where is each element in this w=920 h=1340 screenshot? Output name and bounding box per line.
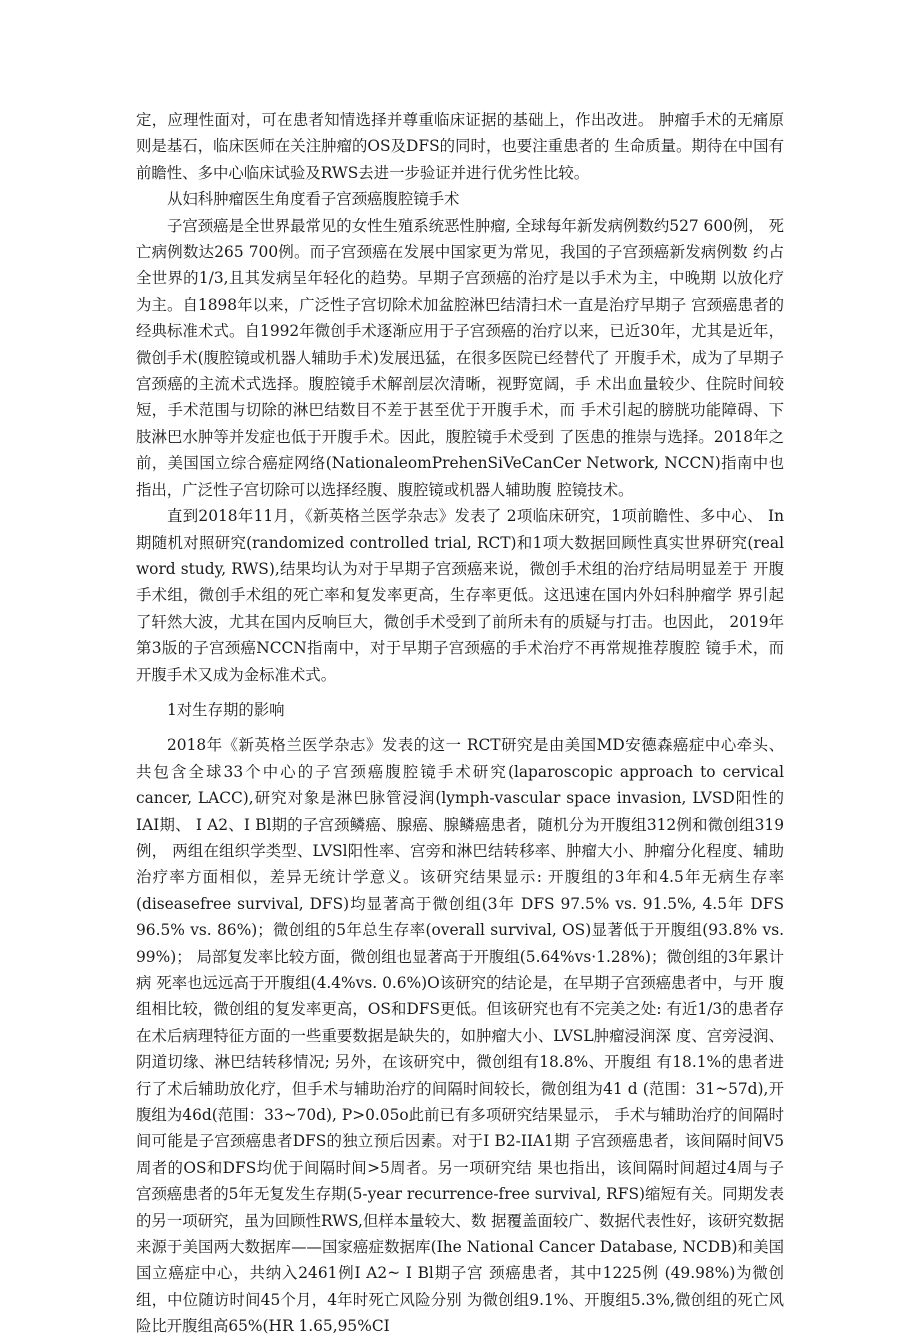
body-paragraph: 子宫颈癌是全世界最常见的女性生殖系统恶性肿瘤, 全球每年新发病例数约527 600例， 死亡病例数达265 700例。而子宫颈癌在发展中国家更为常见，我国的子宫颈癌新发病例数 约占全世界的1/3,且其发病呈年轻化的趋势。早期子宫颈癌的治疗是以手术为主，中晚期 以放化疗为主。自1898年以来，广泛性子宫切除术加盆腔淋巴结清扫术一直是治疗早期子 宫颈癌患者的经典标准术式。自1992年微创手术逐渐应用于子宫颈癌的治疗以来，已近30年，尤其是近年，微创手术(腹腔镜或机器人辅助手术)发展迅猛，在很多医院已经替代了 开腹手术，成为了早期子宫颈癌的主流术式选择。腹腔镜手术解剖层次清晰，视野宽阔，手 术出血量较少、住院时间较短，手术范围与切除的淋巴结数目不差于甚至优于开腹手术，而 手术引起的膀胱功能障碍、下肢淋巴水肿等并发症也低于开腹手术。因此，腹腔镜手术受到 了医患的推崇与选择。2018年之前，美国国立综合癌症网络(NationaleomPrehenSiVeCanCer Network, NCCN)指南中也指出，广泛性子宫切除可以选择经腹、腹腔镜或机器人辅助腹 腔镜技术。 bbox=[136, 216, 784, 499]
body-paragraph: 2018年《新英格兰医学杂志》发表的这一 RCT研究是由美国MD安德森癌症中心牵头、 共包含全球33个中心的子宫颈癌腹腔镜手术研究(laparoscopic approach to cervical cancer, LACC),研究对象是淋巴脉管浸润(lymph-vascular space invasion, LVSD阳性的IAI期、 I A2、I Bl期的子宫颈鳞癌、腺癌、腺鳞癌患者，随机分为开腹组312例和微创组319例， 两组在组织学类型、LVSl阳性率、宫旁和淋巴结转移率、肿瘤大小、肿瘤分化程度、辅助 治疗率方面相似，差异无统计学意义。该研究结果显示: 开腹组的3年和4.5年无病生存率 (diseasefree survival, DFS)均显著高于微创组(3年 DFS 97.5% vs. 91.5%, 4.5年 DFS 96.5% vs. 86%)；微创组的5年总生存率(overall survival, OS)显著低于开腹组(93.8% vs. 99%)； 局部复发率比较方面，微创组也显著高于开腹组(5.64%vs·1.28%)；微创组的3年累计病 死率也远远高于开腹组(4.4%vs. 0.6%)O该研究的结论是，在早期子宫颈癌患者中，与开 腹组相比较，微创组的复发率更高，OS和DFS更低。但该研究也有不完美之处: 有近1/3的患者存在术后病理特征方面的一些重要数据是缺失的，如肿瘤大小、LVSL肿瘤浸润深 度、宫旁浸润、阴道切缘、淋巴结转移情况; 另外，在该研究中，微创组有18.8%、开腹组 有18.1%的患者进行了术后辅助放化疗，但手术与辅助治疗的间隔时间较长，微创组为41 d (范围：31~57d),开腹组为46d(范围：33~70d), P>0.05o此前已有多项研究结果显示， 手术与辅助治疗的间隔时间可能是子宫颈癌患者DFS的独立预后因素。对于I B2-IIA1期 子宫颈癌患者，该间隔时间V5周者的OS和DFS均优于间隔时间>5周者。另一项研究结 果也指出，该间隔时间超过4周与子宫颈癌患者的5年无复发生存期(5-year recurrence-free survival, RFS)缩短有关。同期发表的另一项研究，虽为回顾性RWS,但样本量较大、数 据覆盖面较广、数据代表性好，该研究数据来源于美国两大数据库——国家癌症数据库(Ihe National Cancer Database, NCDB)和美国国立癌症中心，共纳入2461例I A2~ I Bl期子宫 颈癌患者，其中1225例 (49.98%)为微创组，中位随访时间45个月，4年时死亡风险分别 为微创组9.1%、开腹组5.3%,微创组的死亡风险比开腹组高65%(HR 1.65,95%CI bbox=[136, 736, 784, 1336]
section-heading: 1对生存期的影响 bbox=[167, 700, 285, 719]
document-page bbox=[136, 107, 784, 1340]
body-paragraph: 直到2018年11月，《新英格兰医学杂志》发表了 2项临床研究，1项前瞻性、多中心、 In期随机对照研究(randomized controlled trial, RCT)和1项大数据回顾性真实世界研究(real word study, RWS),结果均认为对于早期子宫颈癌来说，微创手术组的治疗结局明显差于 开腹手术组，微创手术组的死亡率和复发率更高，生存率更低。这迅速在国内外妇科肿瘤学 界引起了轩然大波，尤其在国内反响巨大，微创手术受到了前所未有的质疑与打击。也因此， 2019年第3版的子宫颈癌NCCN指南中，对于早期子宫颈癌的手术治疗不再常规推荐腹腔 镜手术，而开腹手术又成为金标准术式。 bbox=[136, 507, 784, 684]
article-title: 从妇科肿瘤医生角度看子宫颈癌腹腔镜手术 bbox=[167, 190, 460, 209]
intro-paragraph: 定，应理性面对，可在患者知情选择并尊重临床证据的基础上，作出改进。 肿瘤手术的无痛原则是基石，临床医师在关注肿瘤的OS及DFS的同时，也要注重患者的 生命质量。期待在中国有前瞻性、多中心临床试验及RWS去进一步验证并进行优劣性比较。 bbox=[136, 111, 784, 182]
